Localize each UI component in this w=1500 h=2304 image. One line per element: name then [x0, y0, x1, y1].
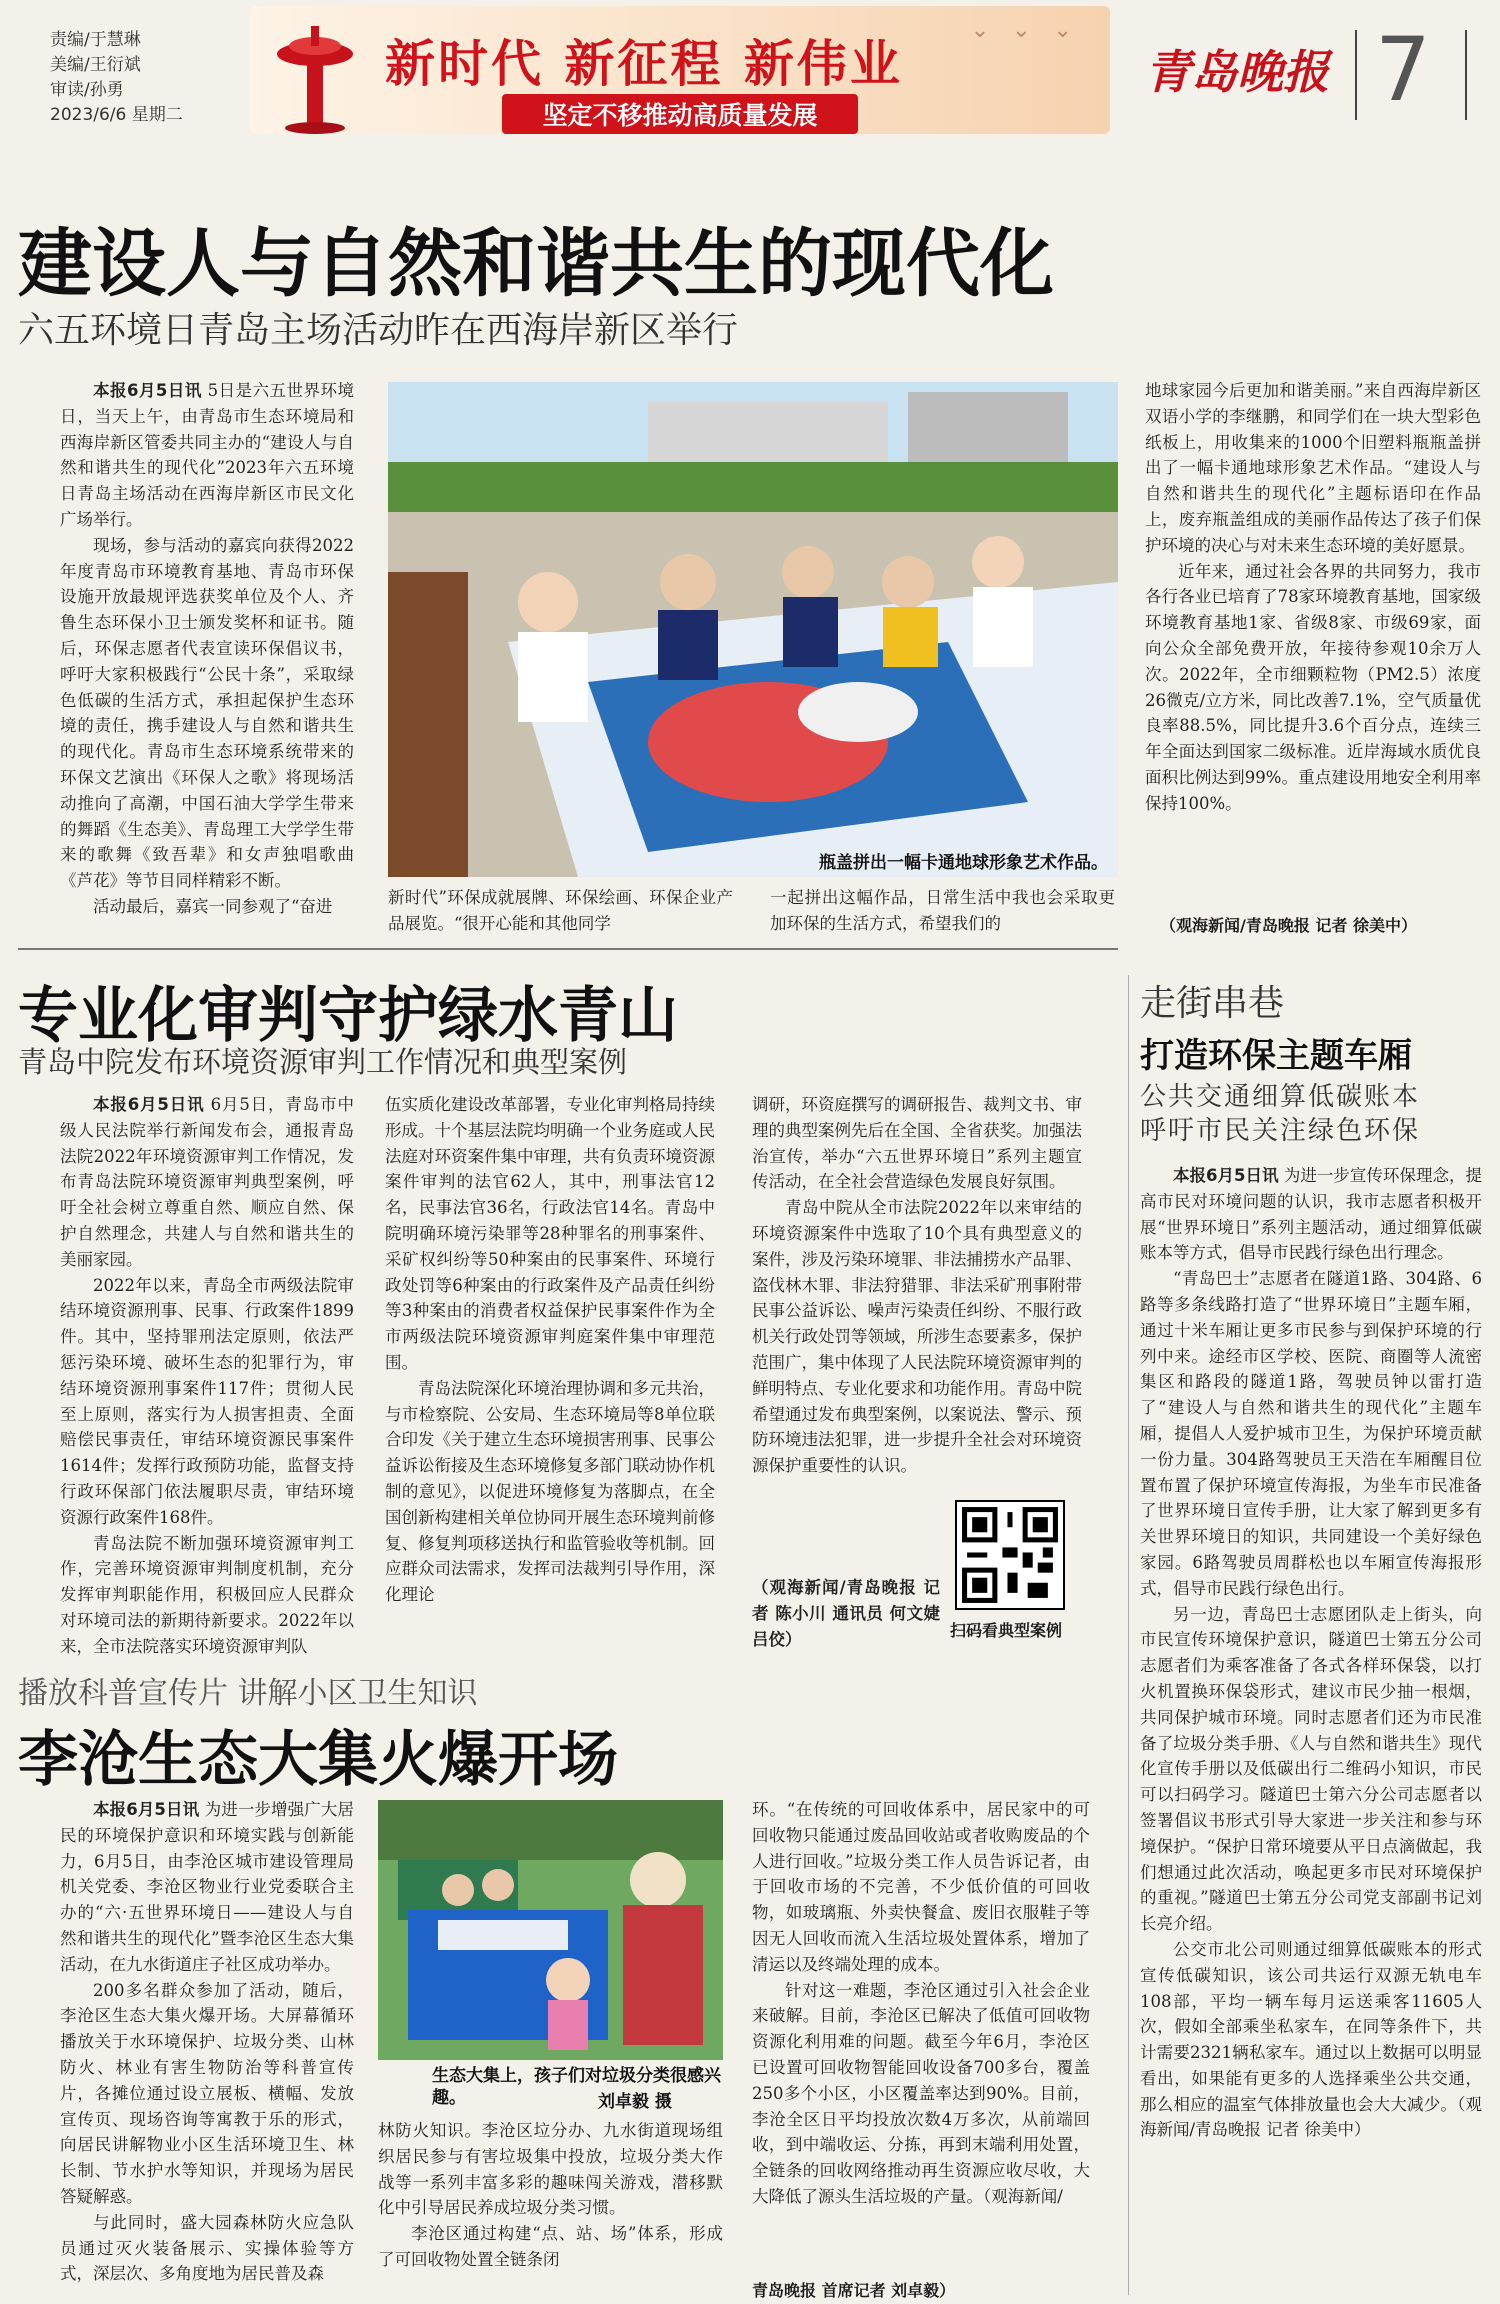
article1-lead: 本报6月5日讯 [93, 381, 202, 400]
article4-subtitle-2: 呼吁市民关注绿色环保 [1140, 1116, 1421, 1146]
article2-col2b: 青岛法院深化环境治理协调和多元共治，与市检察院、公安局、生态环境局等8单位联合印发《关于建立生态环境损害刑事、民事公益诉讼衔接及生态环境修复多部门联动协作机制的意见》，以促进环境修复为落脚点，在全国创新构建相关单位协同开展生态环境判前修复、修复判项移送执行和监管验收等机制。回应群众司法需求，发挥司法裁判引导作用，深化理论 [385, 1378, 715, 1605]
article3-col3b: 针对这一难题，李沧区通过引入社会企业来破解。目前，李沧区已解决了低值可回收物资源化利用难的问题。截至今年6月，李沧区已设置可回收物智能回收设备700多台，覆盖250多个小区，小区覆盖率达到90%。目前，李沧全区日平均投放次数4万多次，从前端回收，到中端收运、分拣，再到末端利用处置，全链条的回收网络推动再生资源应收尽收，大大降低了源头生活垃圾的产量。（观海新闻/ [752, 1980, 1090, 2206]
article2-col3: 调研，环资庭撰写的调研报告、裁判文书、审理的典型案例先后在全国、全省获奖。加强法治宣传，举办“六五世界环境日”系列主题宣传活动，在全社会营造绿色发展良好氛围。 [752, 1095, 1082, 1192]
banner-title: 新时代 新征程 新伟业 [385, 35, 903, 93]
newspaper-logo: 青岛晚报 [1145, 45, 1329, 99]
article4-title: 打造环保主题车厢 [1140, 1036, 1412, 1076]
article1-photo [388, 382, 1118, 877]
article1-title: 建设人与自然和谐共生的现代化 [18, 221, 1054, 307]
divider [1355, 30, 1357, 120]
issue-date: 2023/6/6 星期二 [50, 105, 183, 125]
article1-credit: （观海新闻/青岛晚报 记者 徐美中） [1160, 916, 1417, 935]
article1-column-1 [60, 378, 354, 938]
earth-artwork-photo [388, 382, 1118, 877]
article2-col1b: 2022年以来，青岛全市两级法院审结环境资源刑事、民事、行政案件1899件。其中，坚持罪刑法定原则，依法严惩污染环境、破坏生态的犯罪行为，审结环境资源刑事案件117件；贯彻人民至上原则，落实行为人损害担责、全面赔偿民事责任，审结环境资源民事案件1614件；发挥行政预防功能，监督支持行政环保部门依法履职尽责，审结环境资源行政案件168件。 [60, 1275, 354, 1527]
article2-credit: （观海新闻/青岛晚报 记者 陈小川 通讯员 何文婕 吕佼） [752, 1578, 940, 1649]
editor-credits [50, 28, 183, 128]
article2-col2: 伍实质化建设改革部署，专业化审判格局持续形成。十个基层法院均明确一个业务庭或人民法庭对环资案件集中审理，共有负责环境资源案件审判的法官62人，其中，刑事法官12名，民事法官36名，行政法官14名。青岛中院明确环境污染罪等28种罪名的刑事案件、采矿权纠纷等50种案由的民事案件、环境行政处罚等6种案由的行政案件及产品责任纠纷等3种案由的消费者权益保护民事案件作为全市两级法院环境资源审判庭案件集中审理范围。 [385, 1095, 715, 1372]
article4-colb: “青岛巴士”志愿者在隧道1路、304路、6路等多条线路打造了“世界环境日”主题车厢，通过十米车厢让更多市民参与到保护环境的行列中来。途经市区学校、医院、商圈等人流密集区和路段的隧道1路，驾驶员钟以雷打造了“建设人与自然和谐共生的现代化”主题车厢，提倡人人爱护城市卫生，为保护环境贡献一份力量。304路驾驶员王天浩在车厢醒目位置布置了保护环境宣传海报，为坐车市民准备了世界环境日宣传手册，让大家了解到更多有关世界环境日的知识，共同建设一个美好绿色家园。6路驾驶员周群松也以车厢宣传海报形式，倡导市民践行绿色出行。 [1140, 1269, 1482, 1598]
theme-banner [250, 6, 1110, 134]
article3-credit: 青岛晚报 首席记者 刘卓毅） [752, 2281, 956, 2300]
article3-photo [378, 1800, 723, 2060]
article3-kicker: 播放科普宣传片 讲解小区卫生知识 [18, 1676, 478, 1711]
proof-line: 审读/孙勇 [50, 80, 124, 100]
article1-col1b: 现场，参与活动的嘉宾向获得2022年度青岛市环境教育基地、青岛市环保设施开放最规评选获奖单位及个人、齐鲁生态环保小卫士颁发奖杯和证书。随后，环保志愿者代表宣读环保倡议书，呼吁大家积极践行“公民十条”，采取绿色低碳的生活方式，承担起保护生态环境的责任，携手建设人与自然和谐共生的现代化。青岛市生态环境系统带来的环保文艺演出《环保人之歌》将现场活动推向了高潮，中国石油大学学生带来的舞蹈《生态美》、青岛理工大学学生带来的歌舞《致吾辈》和女声独唱歌曲《芦花》等节目同样精彩不断。 [60, 535, 354, 891]
article4-subtitle-1: 公共交通细算低碳账本 [1140, 1082, 1421, 1112]
column-divider [1128, 975, 1129, 2295]
article2-subtitle: 青岛中院发布环境资源审判工作情况和典型案例 [18, 1045, 628, 1079]
article4-colc: 另一边，青岛巴士志愿团队走上街头，向市民宣传环境保护意识，隧道巴士第五分公司志愿者们为乘客准备了各式各样环保袋，以打火机置换环保袋形式，建议市民少抽一根烟，共同保护城市环境。同时志愿者们还为市民准备了垃圾分类手册、《人与自然和谐共生》现代化宣传手册以及低碳出行二维码小知识，市民可以扫码学习。隧道巴士第六分公司志愿者以签署倡议书形式引导大家进一步关注和参与环境保护。“保护日常环境要从平日点滴做起，我们想通过此次活动，唤起更多市民对环境保护的重视。”隧道巴士第五分公司党支部副书记刘长亮介绍。 [1140, 1604, 1482, 1934]
article3-photo-credit: 刘卓毅 摄 [598, 2092, 672, 2112]
article3-below-photo: 林防火知识。李沧区垃分办、九水街道现场组织居民参与有害垃圾集中投放，垃圾分类大作战等一系列丰富多彩的趣味闯关游戏，潜移默化中引导居民养成垃圾分类习惯。 [378, 2121, 723, 2218]
article1-col3: 地球家园今后更加和谐美丽。”来自西海岸新区双语小学的李继鹏，和同学们在一块大型彩色纸板上，用收集来的1000个旧塑料瓶瓶盖拼出了一幅卡通地球形象艺术作品。“建设人与自然和谐共生的现代化”主题标语印在作品上，废弃瓶盖组成的美丽作品传达了孩子们保护环境的决心与对未来生态环境的美好愿景。 [1145, 381, 1481, 555]
article1-below-left-text: 新时代”环保成就展牌、环保绘画、环保企业产品展览。“很开心能和其他同学 [388, 888, 733, 933]
article3-col1b: 200多名群众参加了活动，随后，李沧区生态大集火爆开场。大屏幕循环播放关于水环境保护、垃圾分类、山林防火、林业有害生物防治等科普宣传片，各摊位通过设立展板、横幅、发放宣传页、现场咨询等寓教于乐的形式，向居民讲解物业小区生活环境卫生、林长制、节水护水等知识，并现场为居民答疑解惑。 [60, 1980, 354, 2206]
article2-column-3 [752, 1092, 1082, 1492]
qr-code-icon [955, 1500, 1065, 1610]
section-divider [18, 948, 1118, 950]
article3-lead: 本报6月5日讯 [93, 1800, 200, 1819]
article3-column-2 [378, 2118, 723, 2298]
article2-col1: 6月5日，青岛市中级人民法院举行新闻发布会，通报青岛法院2022年环境资源审判工作情况，发布青岛法院环境资源审判典型案例，呼吁全社会树立尊重自然、顺应自然、保护自然理念，共建人与自然和谐共生的美丽家园。 [60, 1095, 354, 1269]
article3-title: 李沧生态大集火爆开场 [18, 1725, 618, 1795]
article1-below-right-text: 一起拼出这幅作品，日常生活中我也会采取更加环保的生活方式，希望我们的 [770, 888, 1115, 933]
article4-kicker: 走街串巷 [1140, 983, 1285, 1024]
article2-col3b: 青岛中院从全市法院2022年以来审结的环境资源案件中选取了10个具有典型意义的案件，涉及污染环境罪、非法捕捞水产品罪、盗伐林木罪、非法狩猎罪、非法采矿刑事附带民事公益诉讼、噪声污染责任纠纷、不服行政机关行政处罚等领域，所涉生态要素多，保护范围广，集中体现了人民法院环境资源审判的鲜明特点、专业化要求和功能作用。青岛中院希望通过发布典型案例，以案说法、警示、预防环境违法犯罪，进一步提升全社会对环境资源保护重要性的认识。 [752, 1198, 1082, 1476]
article4-cold: 公交市北公司则通过细算低碳账本的形式宣传低碳知识，该公司共运行双源无轨电车108部，平均一辆车每月运送乘客11605人次，假如全部乘坐私家车，在同等条件下，共计需要2321辆私家车。通过以上数据可以明显看出，如果能有更多的人选择乘坐公共交通，那么相应的温室气体排放量也会大大减少。（观海新闻/青岛晚报 记者 徐美中） [1140, 1939, 1482, 2140]
article2-col1c: 青岛法院不断加强环境资源审判工作，完善环境资源审判制度机制，充分发挥审判职能作用，积极回应人民群众对环境司法的新期待新要求。2022年以来，全市法院落实环境资源审判队 [60, 1533, 354, 1656]
article3-below-photo2: 李沧区通过构建“点、站、场”体系，形成了可回收物处置全链条闭 [378, 2224, 723, 2269]
article3-column-3 [752, 1797, 1090, 2277]
article2-lead: 本报6月5日讯 [93, 1095, 205, 1114]
banner-subtitle [250, 94, 1110, 134]
art-line: 美编/王衍斌 [50, 55, 141, 75]
article3-col1: 为进一步增强广大居民的环境保护意识和环境实践与创新能力，6月5日，由李沧区城市建设管理局机关党委、李沧区物业行业党委联合主办的“六·五世界环境日——建设人与自然和谐共生的现代化”暨李沧区生态大集活动，在九水街道庄子社区成功举办。 [60, 1800, 354, 1974]
article3-photo-caption-line1 [432, 2065, 722, 2109]
banner-subtitle-text: 坚定不移推动高质量发展 [502, 94, 857, 134]
qr-caption: 扫码看典型案例 [950, 1621, 1063, 1640]
article2-credit-block [752, 1575, 940, 1653]
article1-column-3 [1145, 378, 1481, 908]
article2-column-1 [60, 1092, 354, 1656]
article2-column-2 [385, 1092, 715, 1640]
article1-photo-caption: 瓶盖拼出一幅卡通地球形象艺术作品。 [819, 853, 1108, 873]
article3-col1c: 与此同时，盛大园森林防火应急队员通过灭火装备展示、实操体验等方式，深层次、多角度地为居民普及森 [60, 2212, 354, 2284]
article1-col1: 5日是六五世界环境日，当天上午，由青岛市生态环境局和西海岸新区管委共同主办的“建设人与自然和谐共生的现代化”2023年六五环境日青岛主场活动在西海岸新区市民文化广场举行。 [60, 381, 354, 529]
article4-col: 为进一步宣传环保理念，提高市民对环境问题的认识，我市志愿者积极开展“世界环境日”系列主题活动，通过细算低碳账本等方式，倡导市民践行绿色出行理念。 [1140, 1166, 1483, 1263]
masthead [0, 0, 1500, 150]
article1-subtitle: 六五环境日青岛主场活动昨在西海岸新区举行 [18, 310, 739, 351]
editor-line: 责编/于慧琳 [50, 30, 141, 50]
article1-col1c: 活动最后，嘉宾一同参观了“奋进 [93, 896, 333, 916]
birds-icon: ⌄ ⌄ ⌄ [970, 18, 1080, 43]
article1-below-photo-right [770, 885, 1115, 941]
eco-market-photo [378, 1800, 723, 2060]
article1-below-photo-left [388, 885, 733, 941]
article2-title: 专业化审判守护绿水青山 [18, 981, 678, 1051]
article4-column [1140, 1163, 1482, 2297]
article3-column-1 [60, 1797, 354, 2297]
article3-photo-caption: 生态大集上，孩子们对垃圾分类很感兴趣。 [432, 2066, 721, 2108]
article3-col3: 环。“在传统的可回收体系中，居民家中的可回收物只能通过废品回收站或者收购废品的个人进行回收。”垃圾分类工作人员告诉记者，由于回收市场的不完善，不少低价值的可回收物，如玻璃瓶、外卖快餐盒、废旧衣服鞋子等因无人回收而流入生活垃圾处置体系，增加了清运以及终端处理的成本。 [752, 1800, 1090, 1974]
article4-lead: 本报6月5日讯 [1173, 1166, 1279, 1185]
page-number: 7 [1375, 18, 1431, 121]
divider [1465, 30, 1467, 120]
article1-col3b: 近年来，通过社会各界的共同努力，我市各行各业已培育了78家环境教育基地，国家级环境教育基地1家、省级8家、市级69家，面向公众全部免费开放，年接待参观10余万人次。2022年，全市细颗粒物（PM2.5）浓度26微克/立方米，同比改善7.1%，空气质量优良率88.5%，同比提升3.6个百分点，连续三年全面达到国家二级标准。近岸海域水质优良面积比例达到99%。重点建设用地安全利用率保持100%。 [1145, 561, 1481, 813]
